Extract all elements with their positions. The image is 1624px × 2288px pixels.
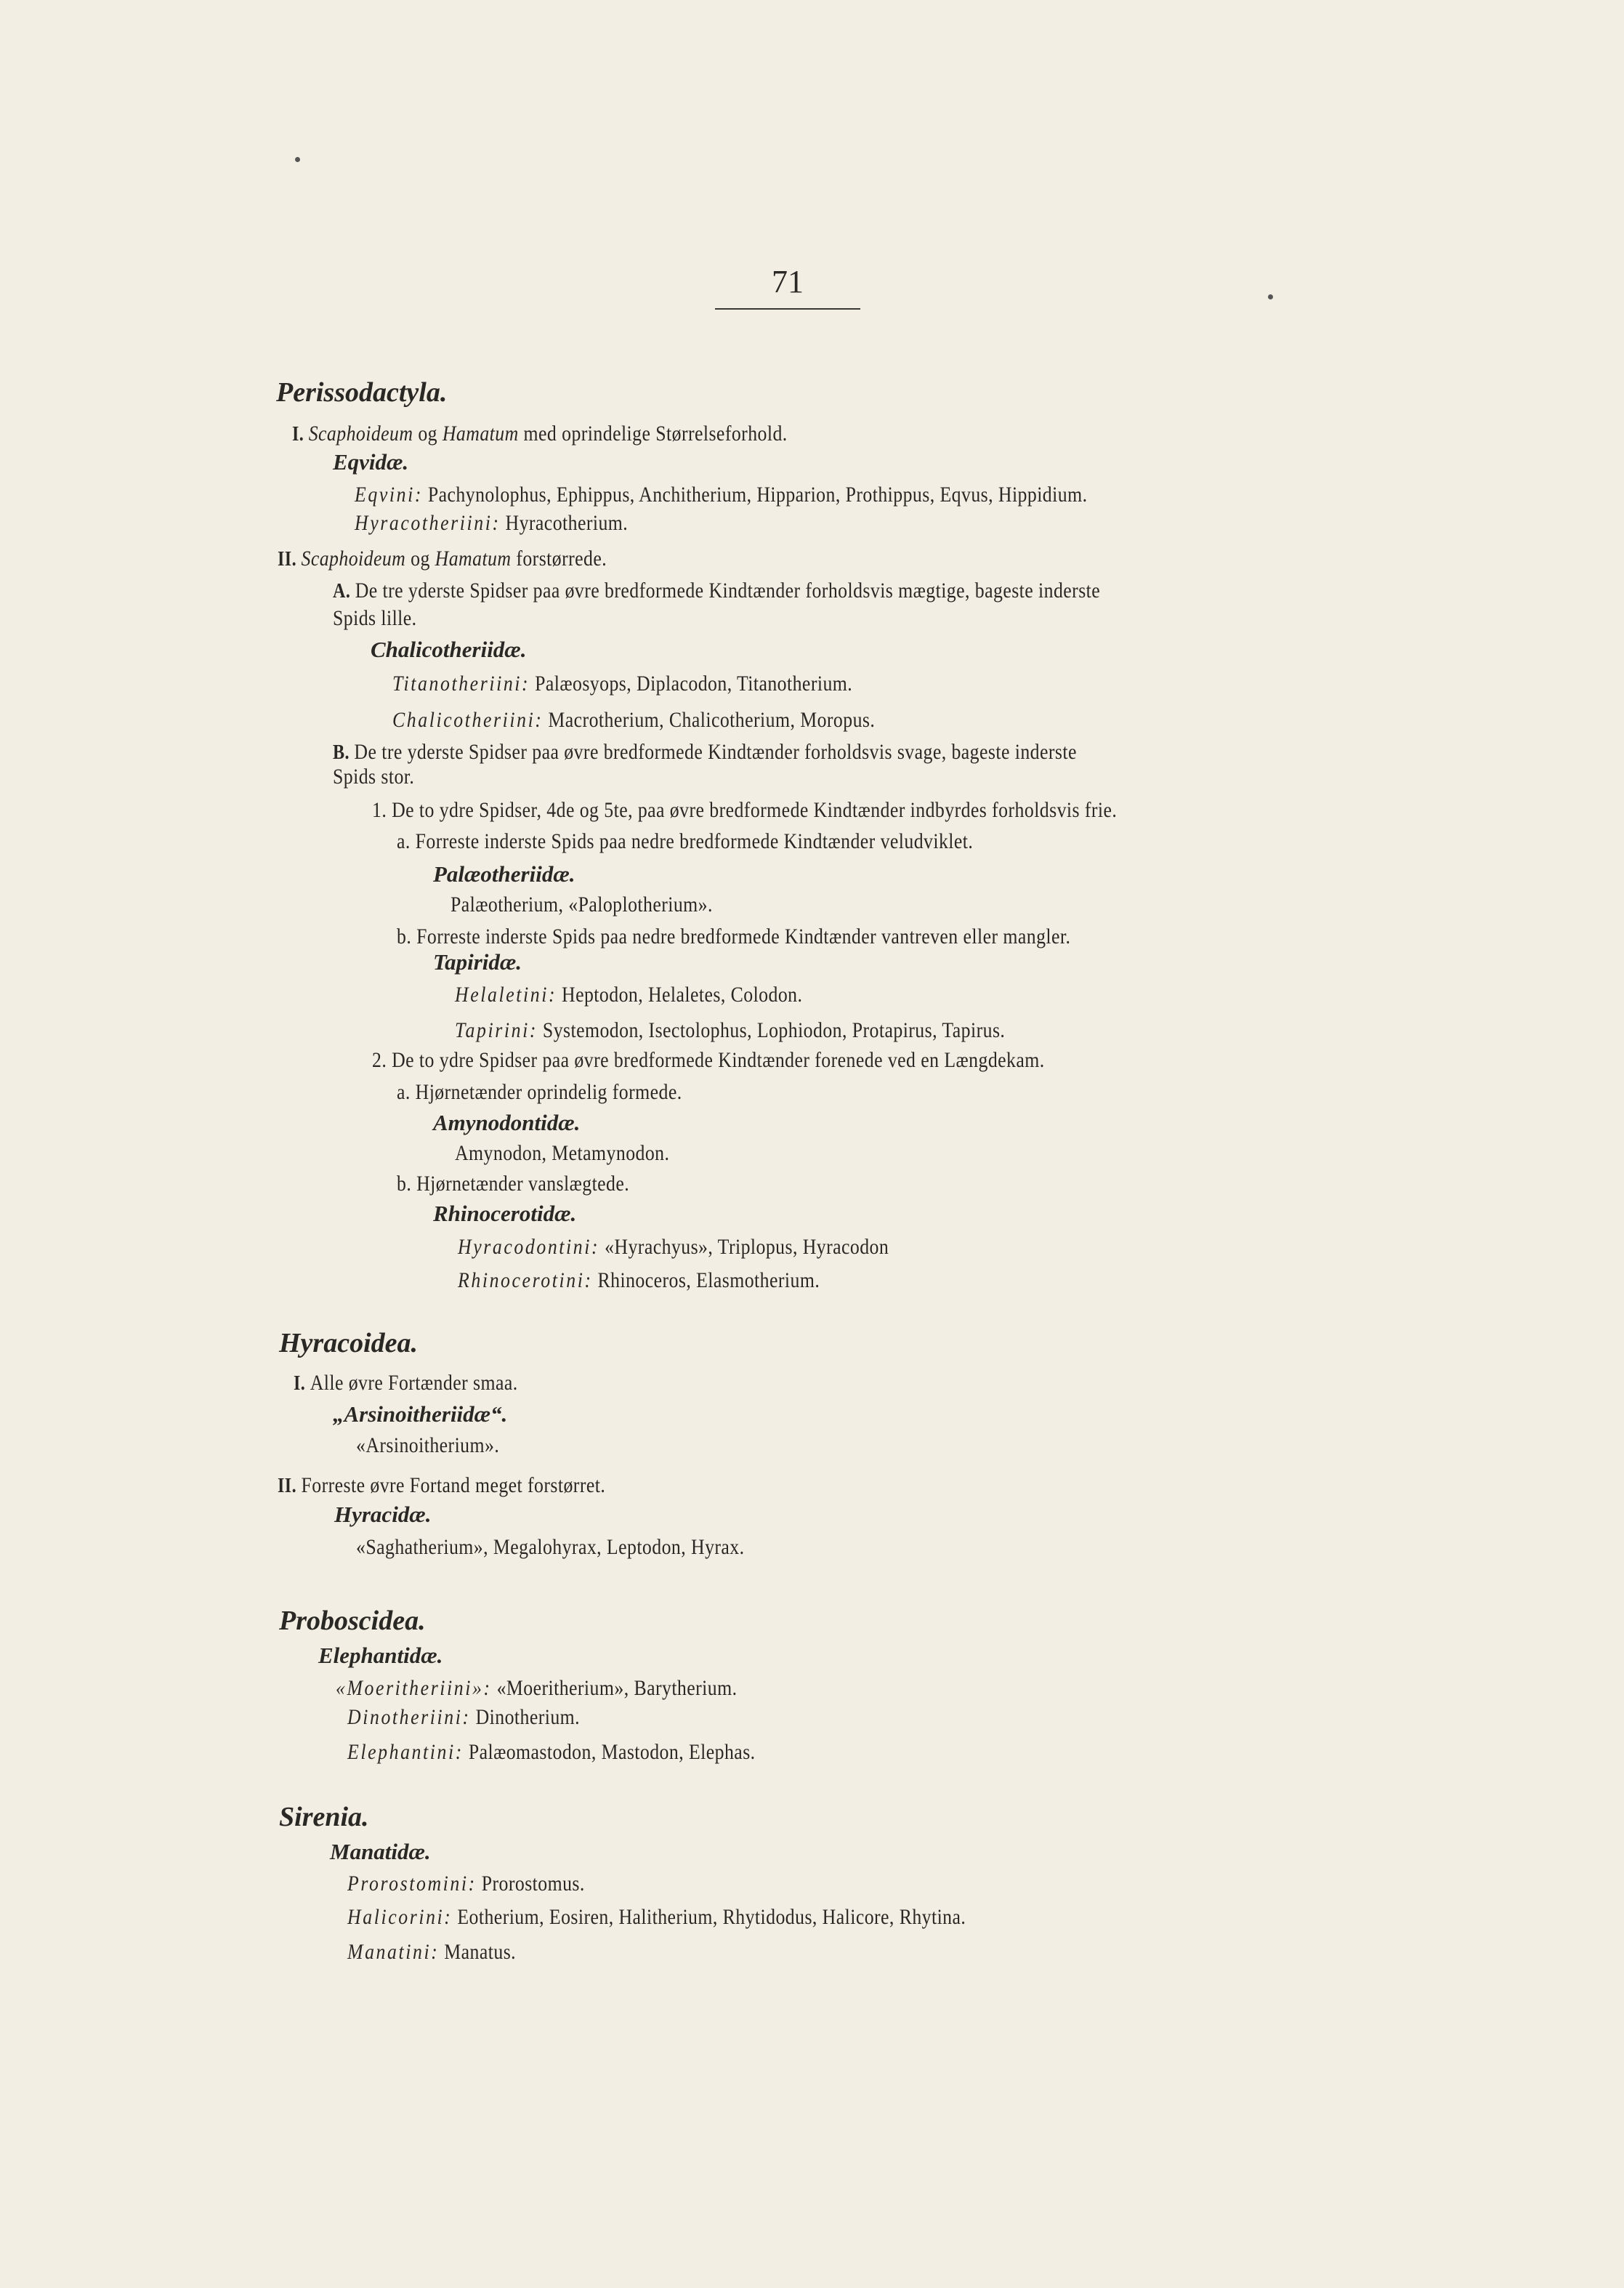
text-span: „Arsinoitheriidæ“. xyxy=(333,1401,508,1427)
text-span: a. Forreste inderste Spids paa nedre bredformede Kindtænder veludviklet. xyxy=(397,829,974,853)
perisso-2b-1b xyxy=(397,925,1070,949)
text-span: De tre yderste Spidser paa øvre bredformede Kindtænder forholdsvis svage, bageste inderste xyxy=(354,740,1077,764)
tribe-prorostomini xyxy=(347,1872,585,1896)
text-span: Dinotherium. xyxy=(470,1705,581,1729)
text-span: Proboscidea. xyxy=(279,1606,426,1636)
text-span: Hyracotheriini: xyxy=(355,511,501,535)
text-span: Manatini: xyxy=(347,1940,440,1964)
tribe-rhinocerotini xyxy=(458,1268,820,1293)
hyrac-group-2 xyxy=(278,1473,605,1498)
text-span: B. xyxy=(333,741,355,764)
text-span: Hamatum xyxy=(435,547,512,571)
text-span: Elephantidæ. xyxy=(318,1643,443,1668)
perisso-2b-1a xyxy=(397,829,973,854)
text-span: «Hyrachyus», Triplopus, Hyracodon xyxy=(599,1235,889,1259)
text-span: 2. De to ydre Spidser paa øvre bredformede Kindtænder forenede ved en Længdekam. xyxy=(372,1048,1045,1072)
text-span: Pachynolophus, Ephippus, Anchitherium, Hipparion, Prothippus, Eqvus, Hippidium. xyxy=(423,483,1088,507)
text-span: Spids stor. xyxy=(333,765,415,789)
tribe-tapirini xyxy=(455,1018,1005,1043)
perisso-2b-1 xyxy=(372,798,1117,823)
family-amynodontidae xyxy=(433,1110,580,1136)
family-chalicotheriidae xyxy=(371,637,526,663)
text-span: Palæotherium, «Paloplotherium». xyxy=(451,893,713,917)
tribe-elephantini xyxy=(347,1740,756,1765)
text-span: Scaphoideum xyxy=(308,422,413,446)
text-span: Rhinoceros, Elasmotherium. xyxy=(592,1268,820,1292)
family-manatidae xyxy=(330,1839,431,1865)
text-span: Rhinocerotidæ. xyxy=(433,1201,577,1226)
page-number: 71 xyxy=(772,264,804,299)
tribe-hyracotheriini xyxy=(355,511,628,536)
speck-mark xyxy=(295,157,300,162)
text-span: «Saghatherium», Megalohyrax, Leptodon, Hyrax. xyxy=(356,1535,745,1559)
tribe-chalicotheriini xyxy=(392,708,875,733)
text-span: Spids lille. xyxy=(333,606,417,630)
tribe-dinotheriini xyxy=(347,1705,580,1730)
perisso-2b-2 xyxy=(372,1048,1045,1073)
perisso-group-1 xyxy=(292,422,788,446)
text-span: Alle øvre Fortænder smaa. xyxy=(310,1371,518,1395)
perisso-2a-line1 xyxy=(333,579,1100,603)
hyracoidea-heading xyxy=(279,1327,418,1359)
text-span: forstørrede. xyxy=(511,547,607,571)
text-span: Manatus. xyxy=(439,1940,517,1964)
tribe-halicorini xyxy=(347,1905,966,1930)
family-palaeotheriidae xyxy=(433,861,575,887)
text-span: Rhinocerotini: xyxy=(458,1268,593,1292)
text-span: Hamatum xyxy=(442,422,519,446)
perisso-2a-line2 xyxy=(333,606,417,631)
text-span: Amynodontidæ. xyxy=(433,1110,581,1135)
text-span: Systemodon, Isectolophus, Lophiodon, Protapirus, Tapirus. xyxy=(538,1018,1006,1042)
text-span: Amynodon, Metamynodon. xyxy=(455,1141,670,1165)
text-span: I. xyxy=(294,1372,310,1395)
perissodactyla-heading xyxy=(276,376,447,408)
text-span: Prorostomini: xyxy=(347,1872,477,1896)
tribe-manatini xyxy=(347,1940,516,1965)
text-span: Palæomastodon, Mastodon, Elephas. xyxy=(463,1740,756,1764)
family-eqvidae xyxy=(333,449,408,475)
text-span: A. xyxy=(333,580,355,603)
text-span: Palæosyops, Diplacodon, Titanotherium. xyxy=(530,672,853,696)
text-span: Hyracidæ. xyxy=(334,1502,432,1527)
text-span: Prorostomus. xyxy=(476,1872,585,1896)
text-span: Tapirini: xyxy=(455,1018,538,1042)
genera-arsinoitheriidae xyxy=(356,1433,499,1458)
speck-mark xyxy=(1268,294,1273,299)
text-span: Forreste øvre Fortand meget forstørret. xyxy=(301,1473,606,1497)
perisso-2b-line2 xyxy=(333,765,414,789)
tribe-hyracodontini xyxy=(458,1235,889,1260)
text-span: og xyxy=(405,547,435,571)
family-hyracidae xyxy=(334,1502,431,1528)
text-span: Helaletini: xyxy=(455,983,557,1007)
text-span: Elephantini: xyxy=(347,1740,464,1764)
family-elephantidae xyxy=(318,1643,443,1669)
text-span: Manatidæ. xyxy=(330,1839,431,1864)
perisso-2b-line1 xyxy=(333,740,1077,765)
text-span: «Arsinoitherium». xyxy=(356,1433,500,1457)
text-span: med oprindelige Størrelseforhold. xyxy=(518,422,788,446)
tribe-eqvini xyxy=(355,483,1087,507)
text-span: a. Hjørnetænder oprindelig formede. xyxy=(397,1080,682,1104)
text-span: II. xyxy=(278,1475,302,1497)
text-span: II. xyxy=(278,548,302,571)
page-number-rule xyxy=(715,308,860,310)
text-span: Dinotheriini: xyxy=(347,1705,471,1729)
text-span: b. Forreste inderste Spids paa nedre bredformede Kindtænder vantreven eller mangler. xyxy=(397,925,1071,948)
text-span: Eotherium, Eosiren, Halitherium, Rhytidodus, Halicore, Rhytina. xyxy=(452,1905,966,1929)
tribe-titanotheriini xyxy=(392,672,852,696)
perisso-2b-2b xyxy=(397,1172,629,1196)
text-span: og xyxy=(413,422,443,446)
text-span: Halicorini: xyxy=(347,1905,453,1929)
family-arsinoitheriidae xyxy=(333,1401,507,1427)
genera-palaeotheriidae xyxy=(451,893,713,917)
text-span: Heptodon, Helaletes, Colodon. xyxy=(557,983,803,1007)
proboscidea-heading xyxy=(279,1605,426,1637)
hyrac-group-1 xyxy=(294,1371,518,1395)
perisso-group-2 xyxy=(278,547,607,571)
text-span: Eqvidæ. xyxy=(333,449,409,475)
text-span: Palæotheriidæ. xyxy=(433,861,575,887)
text-span: Chalicotheriini: xyxy=(392,708,544,732)
text-span: Scaphoideum xyxy=(301,547,406,571)
text-span: Macrotherium, Chalicotherium, Moropus. xyxy=(543,708,876,732)
text-span: Eqvini: xyxy=(355,483,424,507)
text-span: Hyracodontini: xyxy=(458,1235,600,1259)
text-span: b. Hjørnetænder vanslægtede. xyxy=(397,1172,630,1196)
text-span: Chalicotheriidæ. xyxy=(371,637,527,662)
text-span: 1. De to ydre Spidser, 4de og 5te, paa øvre bredformede Kindtænder indbyrdes forholdsvis frie. xyxy=(372,798,1118,822)
genera-hyracidae xyxy=(356,1535,745,1560)
genera-amynodontidae xyxy=(455,1141,669,1166)
perisso-2b-2a xyxy=(397,1080,682,1105)
family-tapiridae xyxy=(433,949,522,975)
text-span: I. xyxy=(292,423,309,446)
text-span: De tre yderste Spidser paa øvre bredformede Kindtænder forholdsvis mægtige, bageste inderste xyxy=(355,579,1101,603)
text-span: Titanotheriini: xyxy=(392,672,530,696)
text-span: Tapiridæ. xyxy=(433,949,522,975)
tribe-moeritheriini xyxy=(336,1676,737,1701)
text-span: Hyracotherium. xyxy=(500,511,629,535)
tribe-helaletini xyxy=(455,983,802,1007)
text-span: «Moeritheriini»: xyxy=(336,1676,492,1700)
family-rhinocerotidae xyxy=(433,1201,576,1227)
text-span: Perissodactyla. xyxy=(276,377,448,408)
text-span: Hyracoidea. xyxy=(279,1328,419,1358)
text-span: Sirenia. xyxy=(279,1802,369,1832)
text-span: «Moeritherium», Barytherium. xyxy=(491,1676,738,1700)
sirenia-heading xyxy=(279,1801,369,1833)
